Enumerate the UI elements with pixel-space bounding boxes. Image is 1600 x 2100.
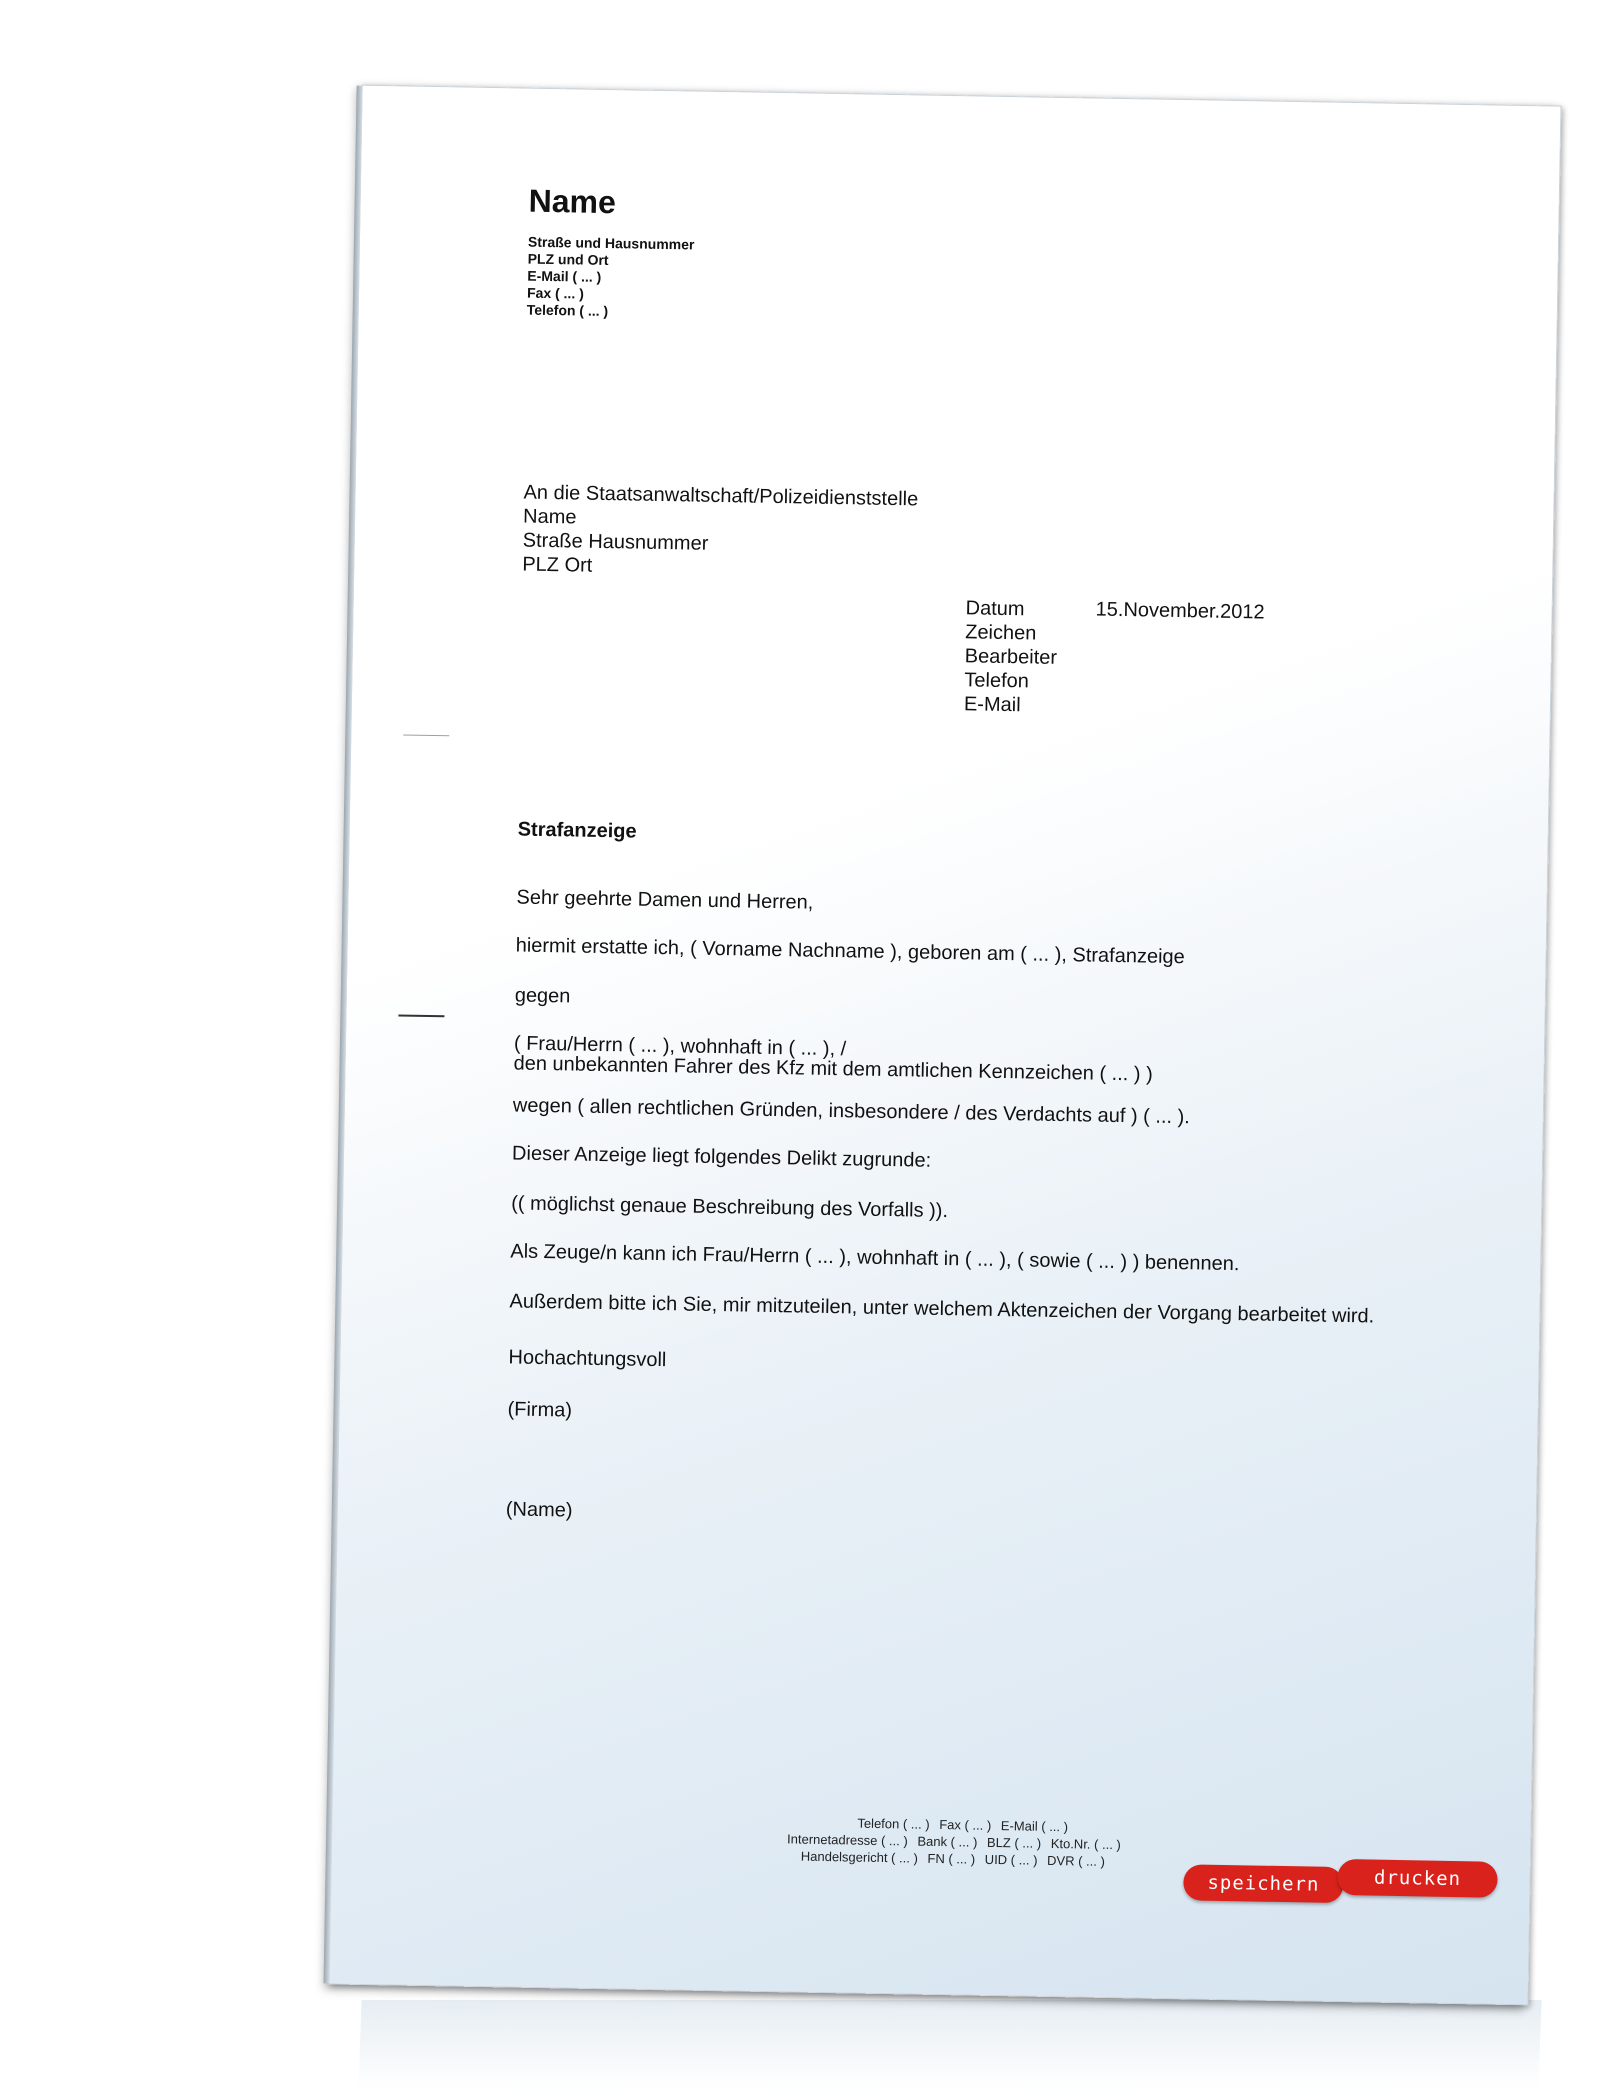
page-edge [324, 86, 363, 1984]
body-paragraph: hiermit erstatte ich, ( Vorname Nachname ), geboren am ( ... ), Strafanzeige [515, 934, 1185, 969]
footer-fn: FN ( ... ) [927, 1850, 976, 1867]
date-value: 15.November.2012 [1095, 598, 1265, 624]
body-paragraph: Dieser Anzeige liegt folgendes Delikt zugrunde: [511, 1142, 932, 1172]
sender-address [527, 234, 695, 322]
sender-phone: Telefon ( ... ) [526, 301, 609, 320]
salutation: Sehr geehrte Damen und Herren, [516, 886, 814, 914]
body-paragraph: gegen [514, 984, 571, 1008]
footer-phone: Telefon ( ... ) [857, 1815, 930, 1832]
sender-street: Straße und Hausnummer [527, 233, 695, 253]
sender-fax: Fax ( ... ) [526, 284, 584, 302]
footer-fax: Fax ( ... ) [939, 1817, 992, 1833]
footer-dvr: DVR ( ... ) [1046, 1852, 1106, 1869]
fold-mark [403, 734, 449, 736]
recipient-line: Name [522, 505, 577, 529]
body-paragraph: ( Frau/Herrn ( ... ), wohnhaft in ( ... ), / [513, 1032, 847, 1061]
page-reflection [358, 2000, 1541, 2090]
body-paragraph: (( möglichst genaue Beschreibung des Vorfalls )). [510, 1192, 949, 1223]
recipient-line: PLZ Ort [522, 553, 593, 577]
recipient-line: Straße Hausnummer [522, 529, 709, 555]
print-button[interactable]: drucken [1337, 1859, 1498, 1898]
letter-page [329, 85, 1562, 2006]
meta-labels [964, 596, 1058, 718]
meta-label-email: E-Mail [963, 693, 1021, 717]
subject-line: Strafanzeige [517, 818, 637, 843]
recipient-address [522, 481, 918, 584]
footer-bank: Bank ( ... ) [917, 1833, 978, 1850]
footer-blz: BLZ ( ... ) [986, 1834, 1042, 1851]
signature-name: (Name) [505, 1498, 573, 1522]
punch-mark [398, 1014, 444, 1017]
footer-website: Internetadresse ( ... ) [786, 1831, 908, 1849]
body-paragraph: Als Zeuge/n kann ich Frau/Herrn ( ... ), wohnhaft in ( ... ), ( sowie ( ... ) ) benennen. [510, 1240, 1240, 1276]
meta-label-clerk: Bearbeiter [964, 645, 1058, 669]
closing: Hochachtungsvoll [508, 1346, 667, 1372]
save-button[interactable]: speichern [1183, 1864, 1344, 1903]
footer-company-info [787, 1813, 1128, 1870]
meta-label-phone: Telefon [964, 669, 1030, 693]
recipient-line: An die Staatsanwaltschaft/Polizeidienststelle [523, 481, 919, 511]
footer-court: Handelsgericht ( ... ) [800, 1848, 918, 1866]
body-paragraph: den unbekannten Fahrer des Kfz mit dem amtlichen Kennzeichen ( ... ) ) [513, 1052, 1153, 1086]
meta-label-date: Datum [965, 597, 1025, 621]
sender-email: E-Mail ( ... ) [527, 267, 602, 285]
footer-account: Kto.Nr. ( ... ) [1050, 1835, 1121, 1853]
company-placeholder: (Firma) [507, 1398, 573, 1422]
meta-label-reference: Zeichen [965, 621, 1037, 645]
footer-uid: UID ( ... ) [984, 1851, 1038, 1868]
footer-email: E-Mail ( ... ) [1000, 1818, 1069, 1835]
sender-city: PLZ und Ort [527, 250, 609, 269]
body-paragraph: wegen ( allen rechtlichen Gründen, insbesondere / des Verdachts auf ) ( ... ). [512, 1094, 1191, 1129]
sender-name: Name [528, 182, 617, 221]
body-paragraph: Außerdem bitte ich Sie, mir mitzuteilen, unter welchem Aktenzeichen der Vorgang bearbeitet wird. [509, 1290, 1375, 1328]
